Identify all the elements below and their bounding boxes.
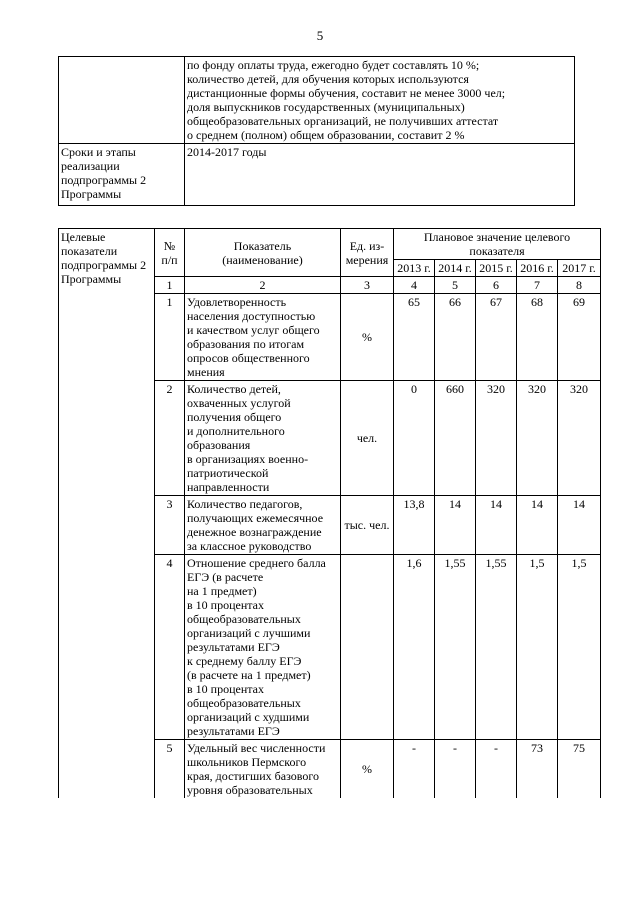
- col-number: 7: [517, 277, 558, 294]
- header-unit: Ед. из- мерения: [341, 229, 394, 277]
- value: 66: [435, 294, 476, 381]
- value: 320: [517, 381, 558, 496]
- header-row: [59, 229, 601, 260]
- col-number: 1: [155, 277, 185, 294]
- value: 73: [517, 740, 558, 799]
- value: 14: [517, 496, 558, 555]
- value: 14: [558, 496, 601, 555]
- value: 14: [476, 496, 517, 555]
- row-num: 3: [155, 496, 185, 555]
- value: 67: [476, 294, 517, 381]
- top-table: [58, 56, 575, 206]
- indicator-name: Количество педагогов, получающих ежемесячное денежное вознаграждение за классное руководство: [185, 496, 341, 555]
- header-year: 2017 г.: [558, 260, 601, 277]
- value: 75: [558, 740, 601, 799]
- value: 320: [476, 381, 517, 496]
- value: 1,5: [517, 555, 558, 740]
- value: 13,8: [394, 496, 435, 555]
- row-num: 1: [155, 294, 185, 381]
- terms-value: 2014-2017 годы: [185, 144, 575, 206]
- value: 1,55: [435, 555, 476, 740]
- value: 1,55: [476, 555, 517, 740]
- header-indicator: Показатель (наименование): [185, 229, 341, 277]
- col-number: 4: [394, 277, 435, 294]
- col-number: 6: [476, 277, 517, 294]
- row-num: 5: [155, 740, 185, 799]
- results-text: по фонду оплаты труда, ежегодно будет составлять 10 %; количество детей, для обучения которых используются дистанционные формы обучения, составит не менее 3000 чел; доля выпускников государственных (муниципальных) общеобразовательных организаций, не получивших аттестат о среднем (полном) общем образовании, составит 2 %: [185, 57, 575, 144]
- value: 660: [435, 381, 476, 496]
- header-num: № п/п: [155, 229, 185, 277]
- value: 68: [517, 294, 558, 381]
- value: 69: [558, 294, 601, 381]
- header-year: 2016 г.: [517, 260, 558, 277]
- empty-cell: [59, 57, 185, 144]
- col-number: 2: [185, 277, 341, 294]
- unit: чел.: [341, 381, 394, 496]
- row-num: 4: [155, 555, 185, 740]
- value: -: [435, 740, 476, 799]
- col-number: 5: [435, 277, 476, 294]
- col-number: 8: [558, 277, 601, 294]
- row-num: 2: [155, 381, 185, 496]
- value: 320: [558, 381, 601, 496]
- col-number: 3: [341, 277, 394, 294]
- value: 1,5: [558, 555, 601, 740]
- unit: тыс. чел.: [341, 496, 394, 555]
- table-row: [59, 57, 575, 144]
- indicators-table: [58, 228, 601, 798]
- table-row: [59, 144, 575, 206]
- value: 1,6: [394, 555, 435, 740]
- header-planned: Плановое значение целевого показателя: [394, 229, 601, 260]
- terms-label: Сроки и этапы реализации подпрограммы 2 Программы: [59, 144, 185, 206]
- indicator-name: Отношение среднего балла ЕГЭ (в расчете на 1 предмет) в 10 процентах общеобразовательных организаций с лучшими результатами ЕГЭ к среднему баллу ЕГЭ (в расчете на 1 предмет) в 10 процентах общеобразовательных организаций с худшими результатами ЕГЭ: [185, 555, 341, 740]
- value: -: [394, 740, 435, 799]
- value: 65: [394, 294, 435, 381]
- page-number: 5: [316, 28, 324, 43]
- unit: %: [341, 740, 394, 799]
- value: 14: [435, 496, 476, 555]
- value: 0: [394, 381, 435, 496]
- header-year: 2015 г.: [476, 260, 517, 277]
- unit: %: [341, 294, 394, 381]
- header-year: 2013 г.: [394, 260, 435, 277]
- value: -: [476, 740, 517, 799]
- unit: [341, 555, 394, 740]
- indicator-name: Удовлетворенность населения доступностью и качеством услуг общего образования по итогам опросов общественного мнения: [185, 294, 341, 381]
- indicator-name: Удельный вес численности школьников Пермского края, достигших базового уровня образовательных: [185, 740, 341, 799]
- indicator-name: Количество детей, охваченных услугой получения общего и дополнительного образования в организациях военно- патриотической направленности: [185, 381, 341, 496]
- side-label: Целевые показатели подпрограммы 2 Программы: [59, 229, 155, 799]
- header-year: 2014 г.: [435, 260, 476, 277]
